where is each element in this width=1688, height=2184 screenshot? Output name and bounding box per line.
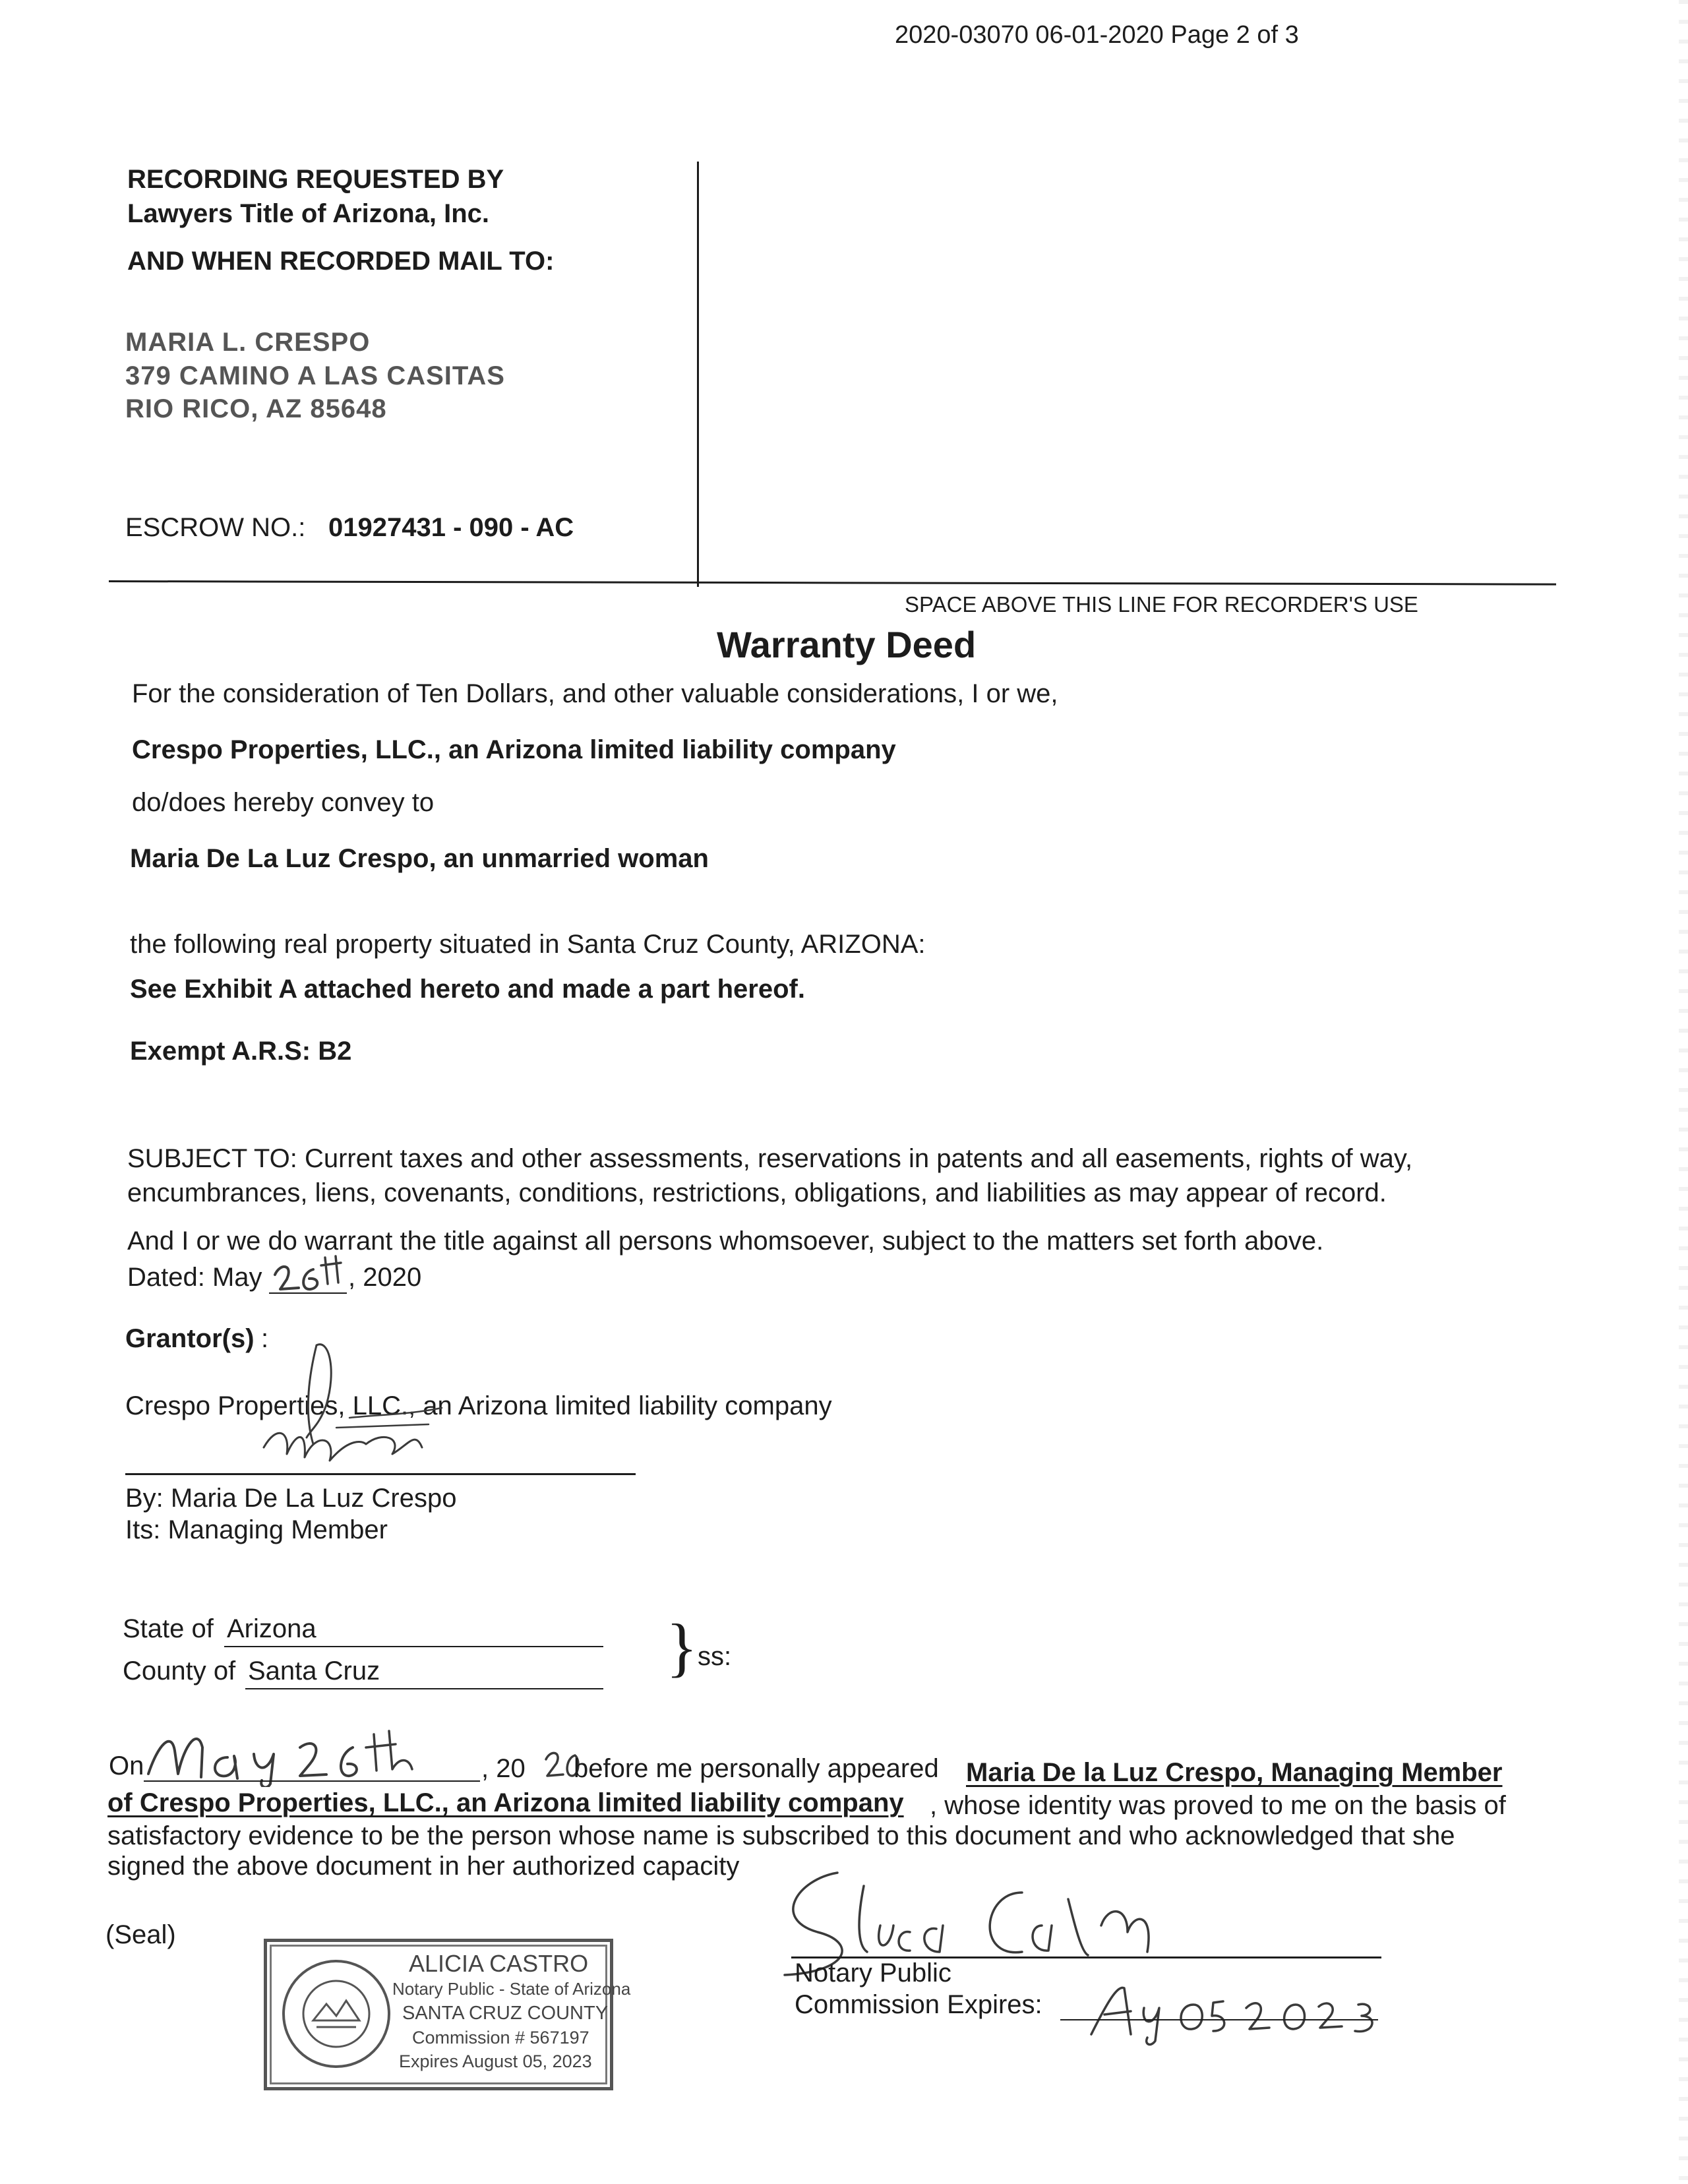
mail-name: MARIA L. CRESPO bbox=[125, 328, 371, 357]
exhibit-reference: See Exhibit A attached hereto and made a part hereof. bbox=[130, 975, 805, 1004]
convey-text: do/does hereby convey to bbox=[132, 788, 435, 817]
recording-number-header: 2020-03070 06-01-2020 Page 2 of 3 bbox=[895, 21, 1299, 49]
county-label: County of bbox=[123, 1656, 236, 1685]
warrant-text: And I or we do warrant the title against all persons whomsoever, subject to the matters set forth above. bbox=[127, 1227, 1324, 1256]
ack-on: On bbox=[109, 1751, 144, 1780]
deed-title: Warranty Deed bbox=[717, 624, 977, 665]
county-underline bbox=[245, 1688, 603, 1689]
ack-date-line bbox=[144, 1780, 480, 1782]
recording-box-divider bbox=[697, 162, 699, 587]
subject-to-line-1: SUBJECT TO: Current taxes and other assessments, reservations in patents and all easements, rights of way, bbox=[127, 1144, 1413, 1173]
grantor-its: Its: Managing Member bbox=[125, 1515, 388, 1544]
county-value: Santa Cruz bbox=[248, 1656, 380, 1685]
ack-after-name: , whose identity was proved to me on the basis of bbox=[930, 1791, 1506, 1820]
grantor-by: By: Maria De La Luz Crespo bbox=[125, 1484, 457, 1513]
recording-requested-label: RECORDING REQUESTED BY bbox=[127, 165, 504, 194]
grantor-entity: Crespo Properties, LLC., an Arizona limited liability company bbox=[132, 735, 896, 764]
state-label: State of bbox=[123, 1614, 214, 1643]
requested-by-name: Lawyers Title of Arizona, Inc. bbox=[127, 199, 490, 228]
notary-seal-stamp bbox=[264, 1939, 631, 2090]
ack-appeared-name-line-2: of Crespo Properties, LLC., an Arizona limited liability company bbox=[107, 1788, 904, 1817]
scan-margin-artifact bbox=[1679, 0, 1688, 2184]
ack-line-3: satisfactory evidence to be the person whose name is subscribed to this document and who acknowledged that she bbox=[107, 1821, 1455, 1850]
recorder-note: SPACE ABOVE THIS LINE FOR RECORDER'S USE bbox=[905, 592, 1418, 617]
venue-brace: } bbox=[666, 1610, 698, 1684]
grantor-signature-image bbox=[251, 1332, 462, 1490]
seal-label: (Seal) bbox=[106, 1920, 176, 1949]
seal-expires: Expires August 05, 2023 bbox=[399, 2051, 592, 2071]
seal-commission: Commission # 567197 bbox=[412, 2028, 589, 2048]
recorder-space-line bbox=[109, 580, 1556, 586]
commission-expires-handwriting bbox=[1081, 1975, 1385, 2048]
mail-street: 379 CAMINO A LAS CASITAS bbox=[125, 361, 505, 390]
mail-to-label: AND WHEN RECORDED MAIL TO: bbox=[127, 247, 555, 276]
grantor-company: Crespo Properties, LLC., an Arizona limited liability company bbox=[125, 1391, 832, 1420]
seal-title: Notary Public - State of Arizona bbox=[392, 1979, 631, 1999]
grantee-name: Maria De La Luz Crespo, an unmarried woman bbox=[130, 844, 709, 873]
ack-line-4: signed the above document in her authorized capacity bbox=[107, 1852, 740, 1881]
subject-to-line-2: encumbrances, liens, covenants, conditions, restrictions, obligations, and liabilities as may appear of record. bbox=[127, 1178, 1387, 1207]
property-location: the following real property situated in Santa Cruz County, ARIZONA: bbox=[130, 930, 926, 959]
exempt-code: Exempt A.R.S: B2 bbox=[130, 1037, 352, 1066]
dated-prefix: Dated: May bbox=[127, 1263, 262, 1292]
consideration-text: For the consideration of Ten Dollars, and other valuable considerations, I or we, bbox=[132, 679, 1058, 708]
commission-expires-label: Commission Expires: bbox=[795, 1990, 1042, 2019]
escrow-number: 01927431 - 090 - AC bbox=[328, 513, 574, 542]
state-value: Arizona bbox=[227, 1614, 316, 1643]
dated-day-handwriting bbox=[267, 1250, 353, 1296]
state-seal-icon bbox=[280, 1958, 392, 2070]
state-underline bbox=[224, 1646, 603, 1647]
seal-name: ALICIA CASTRO bbox=[409, 1950, 589, 1977]
venue-ss: ss: bbox=[698, 1642, 732, 1671]
ack-year-prefix: , 20 bbox=[481, 1754, 526, 1783]
ack-appeared-name-line-1: Maria De la Luz Crespo, Managing Member bbox=[966, 1758, 1503, 1787]
ack-before-me: before me personally appeared bbox=[574, 1754, 939, 1783]
grantor-label: Grantor(s) bbox=[125, 1324, 255, 1353]
escrow-label: ESCROW NO.: bbox=[125, 513, 306, 542]
mail-city: RIO RICO, AZ 85648 bbox=[125, 394, 387, 423]
dated-suffix: , 2020 bbox=[348, 1263, 422, 1292]
commission-expires-line bbox=[1060, 2019, 1378, 2020]
ack-date-handwriting bbox=[142, 1718, 438, 1787]
seal-county: SANTA CRUZ COUNTY bbox=[402, 2003, 609, 2024]
notary-public-label: Notary Public bbox=[795, 1958, 951, 1987]
grantor-label-colon: : bbox=[261, 1324, 269, 1353]
grantor-signature-line bbox=[125, 1473, 636, 1475]
